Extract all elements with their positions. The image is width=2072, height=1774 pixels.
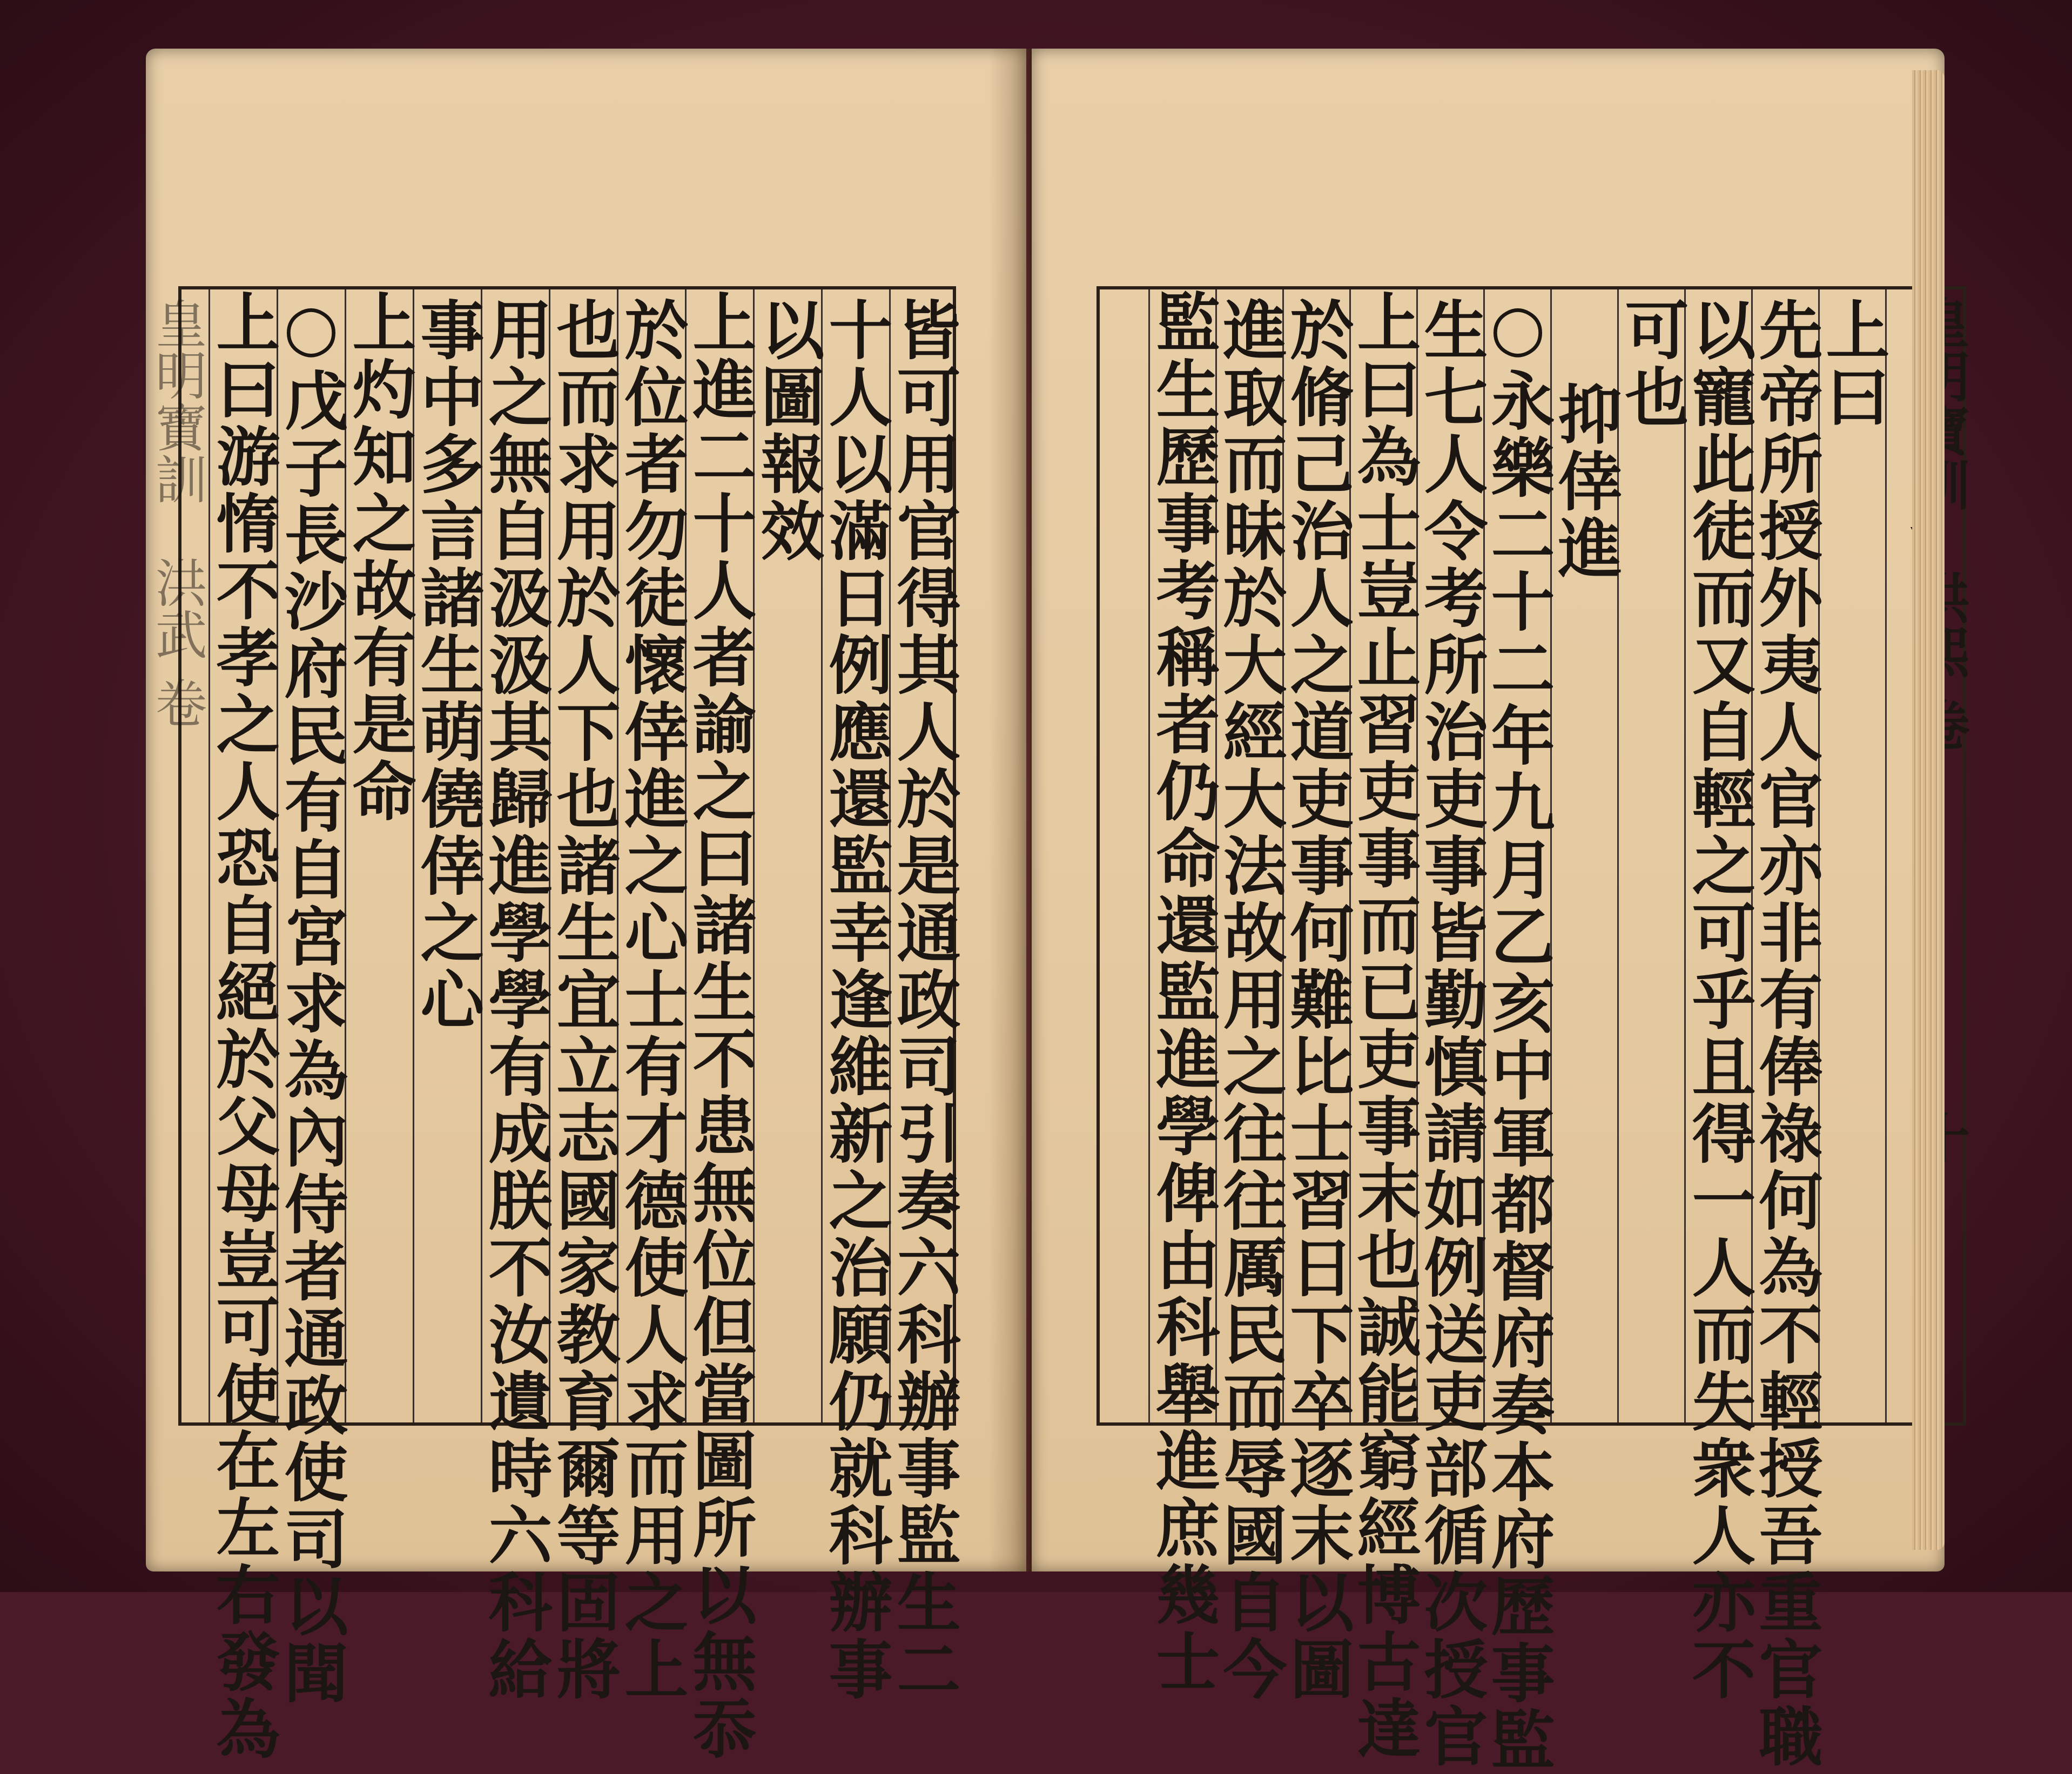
left-column-9 <box>341 289 417 1422</box>
page-edge-stack <box>1912 70 1945 1550</box>
column-text: 可也 <box>1614 297 1690 431</box>
column-text: 進取而昧於大經大法故用之往往厲民而辱國自今 <box>1212 297 1288 1703</box>
left-column-3 <box>750 289 825 1422</box>
column-text: 上曰 <box>1815 297 1891 431</box>
left-text-frame <box>178 286 961 1763</box>
left-column-8 <box>409 289 485 1422</box>
right-column-4 <box>1614 289 1690 1422</box>
left-page <box>146 49 1026 1763</box>
column-text: 上曰為士豈止習吏事而已吏事末也誠能窮經博古達 <box>1346 289 1422 1763</box>
column-text: 皆可用官得其人於是通政司引奏六科辦事監生二 <box>886 297 961 1703</box>
right-column-1 <box>1815 289 1891 1422</box>
left-edge-fold-text: 皇明寶訓 洪武 卷 <box>147 297 207 729</box>
column-text: 先帝所授外夷人官亦非有俸祿何為不輕授吾重官職 <box>1748 297 1824 1770</box>
right-column-10 <box>1212 289 1288 1703</box>
left-column-6 <box>546 289 621 1703</box>
column-text: 上曰游惰不孝之人恐自絕於父母豈可使在左右發為 <box>205 289 281 1763</box>
column-text: 於位者勿徒懷倖進之心士有才德使人求而用之上 <box>614 297 689 1703</box>
right-column-8 <box>1346 289 1422 1763</box>
column-text: ○戊子長沙府民有自宮求為內侍者通政使司以聞 <box>273 289 349 1707</box>
left-column-11 <box>205 289 281 1763</box>
column-text: 上進二十人者諭之曰諸生不患無位但當圖所以無忝 <box>682 289 757 1763</box>
left-column-4 <box>682 289 757 1763</box>
left-column-5 <box>614 289 689 1703</box>
column-text: 上灼知之故有是命 <box>341 289 417 825</box>
right-column-2 <box>1748 289 1824 1770</box>
left-column-1 <box>886 289 961 1703</box>
column-text: 十人以滿日例應還監幸逢維新之治願仍就科辦事 <box>818 297 893 1703</box>
column-text: 以寵此徒而又自輕之可乎且得一人而失衆人亦不 <box>1681 297 1757 1703</box>
section-heading: 抑倖進 <box>1547 381 1623 582</box>
column-text: 以圖報效 <box>750 297 825 565</box>
column-text: ○永樂二十二年九月乙亥中軍都督府奏本府歷事監 <box>1480 289 1556 1774</box>
left-column-2 <box>818 289 893 1703</box>
right-column-5 <box>1547 289 1623 1422</box>
open-book <box>146 49 1945 1774</box>
left-column-10 <box>273 289 349 1707</box>
column-text: 事中多言諸生萌僥倖之心 <box>409 297 485 1034</box>
column-text: 監生歷事考稱者仍命還監進學俾由科舉進庶幾士 <box>1145 289 1221 1696</box>
right-column-9 <box>1279 289 1355 1703</box>
column-text: 用之無自汲汲其歸進學學有成朕不汝遺時六科給 <box>477 297 553 1703</box>
left-column-7 <box>477 289 553 1703</box>
right-text-frame <box>1096 286 1966 1774</box>
column-text: 於脩己治人之道吏事何難比士習日下卒逐末以圖 <box>1279 297 1355 1703</box>
right-column-3 <box>1681 289 1757 1703</box>
column-text: 也而求用於人下也諸生宜立志國家教育爾等固將 <box>546 297 621 1703</box>
right-column-7 <box>1413 289 1489 1770</box>
right-column-6 <box>1480 289 1556 1774</box>
column-text: 生七人令考所治吏事皆勤慎請如例送吏部循次授官 <box>1413 297 1489 1770</box>
right-column-11 <box>1145 289 1221 1696</box>
